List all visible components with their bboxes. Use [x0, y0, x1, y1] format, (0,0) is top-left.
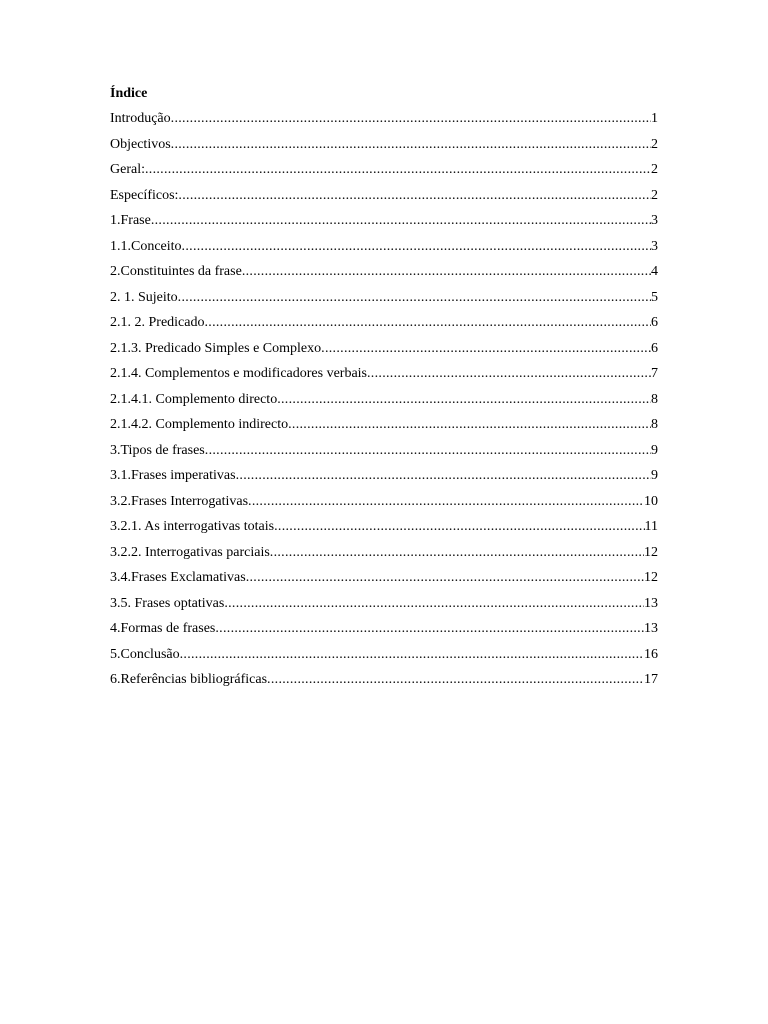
toc-entry[interactable]	[110, 591, 658, 617]
toc-list	[110, 106, 658, 693]
toc-entry[interactable]	[110, 183, 658, 209]
toc-entry-page-number: 10	[644, 493, 658, 509]
toc-entry[interactable]	[110, 565, 658, 591]
toc-entry-page-number: 3	[651, 238, 658, 254]
toc-dot-leader	[171, 132, 651, 158]
toc-entry-page-number: 16	[644, 646, 658, 662]
toc-entry[interactable]	[110, 642, 658, 668]
toc-entry-label: 3.2.1. As interrogativas totais	[110, 519, 275, 534]
toc-dot-leader	[274, 514, 644, 540]
toc-dot-leader	[246, 565, 644, 591]
toc-entry-page-number: 8	[651, 417, 658, 432]
toc-entry-label: Geral:	[110, 162, 145, 177]
toc-entry-label: 3.4.Frases Exclamativas	[110, 570, 246, 585]
toc-entry-page-number: 13	[644, 621, 658, 636]
toc-entry[interactable]	[110, 259, 658, 285]
toc-entry-page-number: 6	[651, 315, 658, 330]
toc-dot-leader	[277, 387, 651, 413]
toc-entry[interactable]	[110, 667, 658, 693]
toc-entry-label: 6.Referências bibliográficas	[110, 672, 268, 687]
toc-entry[interactable]	[110, 540, 658, 566]
toc-entry-page-number: 7	[651, 366, 658, 381]
toc-dot-leader	[270, 540, 644, 566]
toc-entry-label: 3.5. Frases optativas	[110, 595, 225, 611]
toc-dot-leader	[204, 310, 651, 336]
toc-entry[interactable]	[110, 489, 658, 515]
toc-entry[interactable]	[110, 132, 658, 158]
toc-entry[interactable]	[110, 106, 658, 132]
toc-entry[interactable]	[110, 310, 658, 336]
toc-entry-label: 2. 1. Sujeito	[110, 289, 178, 305]
toc-entry[interactable]	[110, 234, 658, 260]
toc-dot-leader	[171, 106, 651, 132]
toc-entry[interactable]	[110, 208, 658, 234]
toc-dot-leader	[321, 336, 651, 362]
toc-entry[interactable]	[110, 463, 658, 489]
toc-entry-label: 1.1.Conceito	[110, 238, 182, 254]
toc-dot-leader	[178, 285, 651, 311]
toc-entry-label: 4.Formas de frases	[110, 621, 216, 636]
toc-entry-page-number: 2	[651, 162, 658, 177]
toc-dot-leader	[205, 438, 651, 464]
toc-entry-label: Objectivos	[110, 136, 171, 152]
toc-entry-page-number: 9	[651, 468, 658, 483]
toc-entry-label: 1.Frase	[110, 213, 151, 228]
toc-entry-label: 3.2.2. Interrogativas parciais	[110, 544, 270, 560]
table-of-contents	[110, 84, 658, 693]
toc-entry[interactable]	[110, 336, 658, 362]
toc-dot-leader	[182, 234, 651, 260]
toc-entry[interactable]	[110, 438, 658, 464]
toc-entry-label: 2.1. 2. Predicado	[110, 315, 205, 330]
toc-entry[interactable]	[110, 285, 658, 311]
toc-dot-leader	[242, 259, 651, 285]
toc-entry-page-number: 17	[644, 672, 658, 687]
toc-dot-leader	[178, 183, 651, 209]
toc-entry-page-number: 8	[651, 391, 658, 407]
toc-entry-label: Introdução	[110, 111, 171, 126]
toc-entry-label: 2.Constituintes da frase	[110, 264, 242, 279]
toc-entry-page-number: 2	[651, 187, 658, 203]
toc-title: Índice	[110, 86, 148, 101]
toc-entry[interactable]	[110, 361, 658, 387]
toc-entry-label: 2.1.4. Complementos e modificadores verbais	[110, 366, 367, 381]
toc-entry[interactable]	[110, 412, 658, 438]
toc-dot-leader	[215, 616, 644, 642]
toc-dot-leader	[267, 667, 644, 693]
toc-entry[interactable]	[110, 616, 658, 642]
toc-entry-page-number: 5	[651, 289, 658, 305]
toc-entry-page-number: 1	[651, 111, 658, 126]
toc-entry-label: 2.1.4.1. Complemento directo	[110, 391, 278, 407]
toc-entry-page-number: 3	[651, 213, 658, 228]
toc-entry-label: 3.2.Frases Interrogativas	[110, 493, 249, 509]
toc-dot-leader	[145, 157, 651, 183]
toc-entry-label: 2.1.4.2. Complemento indirecto	[110, 417, 289, 432]
toc-dot-leader	[236, 463, 651, 489]
toc-dot-leader	[224, 591, 644, 617]
toc-dot-leader	[248, 489, 644, 515]
toc-dot-leader	[367, 361, 651, 387]
toc-entry-page-number: 9	[651, 442, 658, 458]
toc-entry-page-number: 4	[651, 264, 658, 279]
toc-dot-leader	[151, 208, 651, 234]
toc-entry-label: Específicos:	[110, 187, 179, 203]
toc-dot-leader	[288, 412, 651, 438]
toc-entry-page-number: 12	[644, 570, 658, 585]
toc-entry-label: 3.Tipos de frases	[110, 442, 205, 458]
toc-entry[interactable]	[110, 387, 658, 413]
toc-entry-page-number: 2	[651, 136, 658, 152]
toc-entry-label: 3.1.Frases imperativas	[110, 468, 236, 483]
toc-dot-leader	[180, 642, 644, 668]
toc-entry-page-number: 12	[644, 544, 658, 560]
toc-entry-page-number: 11	[644, 519, 658, 534]
toc-entry-label: 2.1.3. Predicado Simples e Complexo	[110, 340, 322, 356]
toc-entry-page-number: 6	[651, 340, 658, 356]
toc-entry[interactable]	[110, 514, 658, 540]
toc-entry-label: 5.Conclusão	[110, 646, 180, 662]
toc-entry-page-number: 13	[644, 595, 658, 611]
toc-entry[interactable]	[110, 157, 658, 183]
